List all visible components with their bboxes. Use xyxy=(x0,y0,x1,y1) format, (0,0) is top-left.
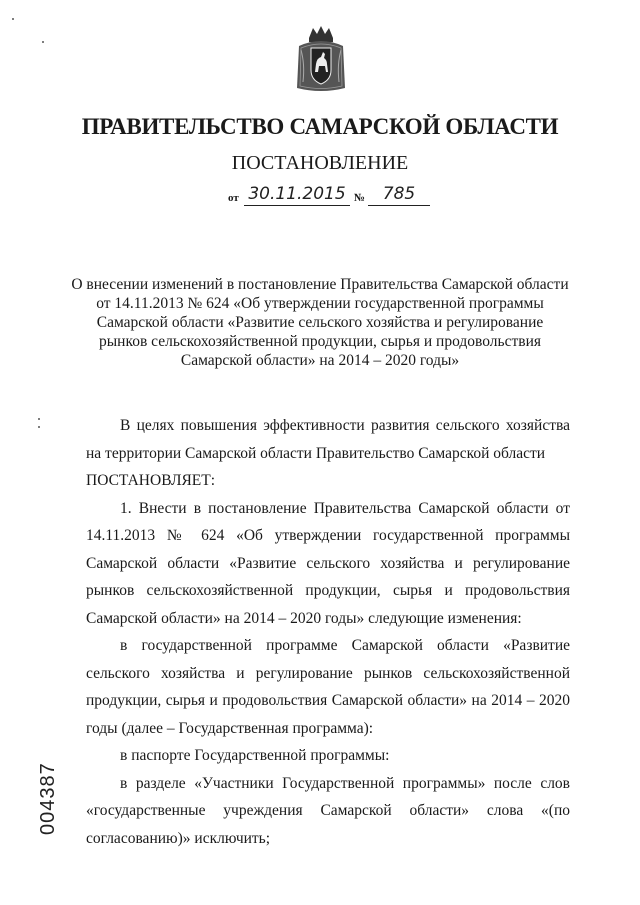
subject-line: О внесении изменений в постановление Правительства Самарской области xyxy=(71,276,569,293)
scan-speck xyxy=(12,18,14,20)
scan-speck xyxy=(38,418,40,420)
org-title: ПРАВИТЕЛЬСТВО САМАРСКОЙ ОБЛАСТИ xyxy=(81,114,559,139)
subject-line: рынков сельскохозяйственной продукции, сырья и продовольствия xyxy=(99,333,541,350)
subject-line: от 14.11.2013 № 624 «Об утверждении государственной программы xyxy=(96,295,544,312)
scan-speck xyxy=(42,41,44,43)
body-paragraph: в разделе «Участники Государственной программы» после слов «государственные учреждения Самарской области» слова «(по согласованию)» исключить; xyxy=(86,774,570,847)
scan-speck xyxy=(38,426,40,428)
number-prefix: № xyxy=(354,192,366,204)
date-number-line xyxy=(228,182,468,206)
subject-line: Самарской области» на 2014 – 2020 годы» xyxy=(180,352,460,369)
side-registration-number: 004387 xyxy=(37,762,59,835)
document-subject xyxy=(60,275,580,370)
date-prefix: от xyxy=(228,192,239,204)
date-value: 30.11.2015 xyxy=(244,183,350,206)
samara-coat-of-arms-icon xyxy=(295,24,347,94)
body-paragraph: 1. Внести в постановление Правительства Самарской области от 14.11.2013 № 624 «Об утверждении государственной программы Самарской области «Развитие сельского хозяйства и регулирование рынков сельскохозяйственной продукции, сырья и продовольствия Самарской области» на 2014 – 2020 годы» следующие изменения: xyxy=(86,499,570,627)
number-value: 785 xyxy=(368,183,430,206)
doc-type: ПОСТАНОВЛЕНИЕ xyxy=(231,152,409,174)
body-paragraph: в государственной программе Самарской области «Развитие сельского хозяйства и регулирование рынков сельскохозяйственной продукции, сырья и продовольствия Самарской области» на 2014 – 2020 годы (далее – Государственная программа): xyxy=(86,637,570,737)
body-paragraph: в паспорте Государственной программы: xyxy=(120,747,390,764)
body-paragraph: ПОСТАНОВЛЯЕТ: xyxy=(86,472,216,489)
document-body xyxy=(86,412,570,852)
subject-line: Самарской области «Развитие сельского хозяйства и регулирование xyxy=(96,314,544,331)
body-paragraph: В целях повышения эффективности развития сельского хозяйства на территории Самарской области Правительство Самарской области xyxy=(86,417,570,462)
